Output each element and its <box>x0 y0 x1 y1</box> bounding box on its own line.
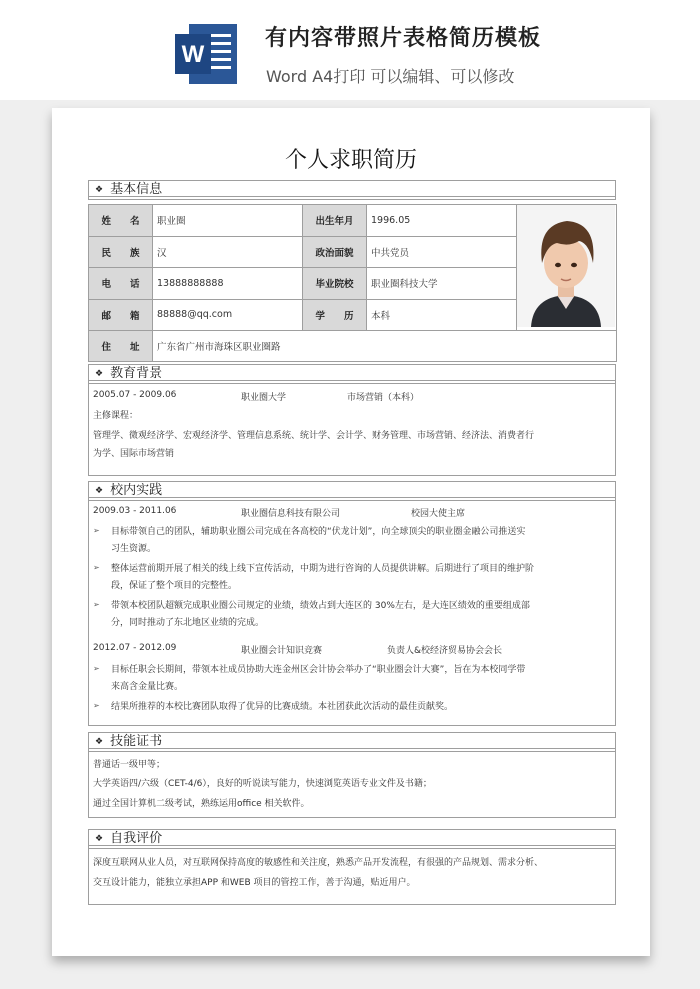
self-eval-line: 交互设计能力，能独立承担APP 和WEB 项目的管控工作，善于沟通，贴近用户。 <box>93 878 416 888</box>
email-label: 邮 箱 <box>89 299 153 331</box>
job1-bullet-line: 整体运营前期开展了相关的线上线下宣传活动，中期为进行咨询的人员提供讲解。后期进行了项目的维护阶 <box>111 564 535 574</box>
job2-org: 职业圈会计知识竞赛 <box>241 646 323 656</box>
arrow-bullet-icon: ➢ <box>93 526 100 535</box>
job1-bullet-line: 段，保证了整个项目的完整性。 <box>111 581 238 591</box>
banner-title: 有内容带照片表格简历模板 <box>265 26 542 51</box>
section-header-skills: ❖ 技能证书 <box>88 732 616 752</box>
job1-bullet-line: 带领本校团队超额完成职业圈公司规定的业绩，绩效占到大连区的 30%左右，是大连区绩效的重要组成部 <box>111 601 530 611</box>
email-value: 88888@qq.com <box>153 299 303 331</box>
resume-page <box>52 108 650 956</box>
job1-bullet-line: 目标带领自己的团队，辅助职业圈公司完成在各高校的“伏龙计划”，向全球顶尖的职业圈金融公司推送实 <box>111 527 526 537</box>
section-header-campus-practice: ❖ 校内实践 <box>88 481 616 501</box>
job1-bullet-line: 分，同时推动了东北地区业绩的完成。 <box>111 618 265 628</box>
arrow-bullet-icon: ➢ <box>93 563 100 572</box>
political-value: 中共党员 <box>367 236 517 268</box>
profile-photo <box>517 205 617 331</box>
job2-period: 2012.07 - 2012.09 <box>93 643 177 653</box>
edu-major: 市场营销（本科） <box>347 393 420 403</box>
section-header-basic-info: ❖ 基本信息 <box>88 180 616 200</box>
child-portrait-image <box>517 205 615 327</box>
birth-label: 出生年月 <box>303 205 367 237</box>
self-eval-line: 深度互联网从业人员，对互联网保持高度的敏感性和关注度，熟悉产品开发流程，有很强的产品规划、需求分析、 <box>93 858 544 868</box>
diamond-bullet-icon: ❖ <box>95 486 104 496</box>
ethnic-value: 汉 <box>153 236 303 268</box>
diamond-bullet-icon: ❖ <box>95 369 104 379</box>
diamond-bullet-icon: ❖ <box>95 834 104 844</box>
banner-subtitle: Word A4打印 可以编辑、可以修改 <box>266 67 515 86</box>
address-value: 广东省广州市海珠区职业圈路 <box>153 331 617 362</box>
job1-role: 校园大使主席 <box>411 509 466 519</box>
arrow-bullet-icon: ➢ <box>93 600 100 609</box>
ethnic-label: 民 族 <box>89 236 153 268</box>
edu-courses-line: 管理学、微观经济学、宏观经济学、管理信息系统、统计学、会计学、财务管理、市场营销、经济法、消费者行 <box>93 431 535 441</box>
edu-courses-label: 主修课程： <box>93 411 139 421</box>
diamond-bullet-icon: ❖ <box>95 185 104 195</box>
skills-box <box>88 752 616 818</box>
word-document-icon <box>173 20 241 88</box>
skill-line: 通过全国计算机二级考试，熟练运用office 相关软件。 <box>93 799 310 809</box>
birth-value: 1996.05 <box>367 205 517 237</box>
diamond-bullet-icon: ❖ <box>95 737 104 747</box>
job2-bullet-line: 结果所推荐的本校比赛团队取得了优异的比赛成绩。本社团获此次活动的最佳贡献奖。 <box>111 702 454 712</box>
job1-period: 2009.03 - 2011.06 <box>93 506 177 516</box>
promo-banner <box>0 0 700 100</box>
school-value: 职业圈科技大学 <box>367 268 517 300</box>
degree-label: 学 历 <box>303 299 367 331</box>
campus-practice-box <box>88 501 616 726</box>
job2-role: 负责人&校经济贸易协会会长 <box>387 646 503 656</box>
name-value: 职业圈 <box>153 205 303 237</box>
job1-bullet-line: 习生资源。 <box>111 544 157 554</box>
job1-org: 职业圈信息科技有限公司 <box>241 509 341 519</box>
section-header-self-evaluation: ❖ 自我评价 <box>88 829 616 849</box>
job2-bullet-line: 来高含金量比赛。 <box>111 682 184 692</box>
self-evaluation-box <box>88 849 616 905</box>
education-box <box>88 384 616 476</box>
skill-line: 普通话一级甲等； <box>93 760 166 770</box>
phone-label: 电 话 <box>89 268 153 300</box>
arrow-bullet-icon: ➢ <box>93 701 100 710</box>
edu-school: 职业圈大学 <box>241 393 287 403</box>
basic-info-table <box>88 204 617 362</box>
school-label: 毕业院校 <box>303 268 367 300</box>
word-icon-letter: W <box>181 41 205 68</box>
skill-line: 大学英语四/六级（CET-4/6），良好的听说读写能力，快速浏览英语专业文件及书籍； <box>93 779 432 789</box>
job2-bullet-line: 目标任职会长期间，带领本社成员协助大连金州区会计协会举办了“职业圈会计大赛”，旨在为本校同学带 <box>111 665 526 675</box>
name-label: 姓 名 <box>89 205 153 237</box>
political-label: 政治面貌 <box>303 236 367 268</box>
resume-title: 个人求职简历 <box>284 148 417 173</box>
arrow-bullet-icon: ➢ <box>93 664 100 673</box>
edu-courses-line: 为学、国际市场营销 <box>93 449 175 459</box>
address-label: 住 址 <box>89 331 153 362</box>
degree-value: 本科 <box>367 299 517 331</box>
edu-period: 2005.07 - 2009.06 <box>93 390 177 400</box>
section-header-education: ❖ 教育背景 <box>88 364 616 384</box>
phone-value: 13888888888 <box>153 268 303 300</box>
